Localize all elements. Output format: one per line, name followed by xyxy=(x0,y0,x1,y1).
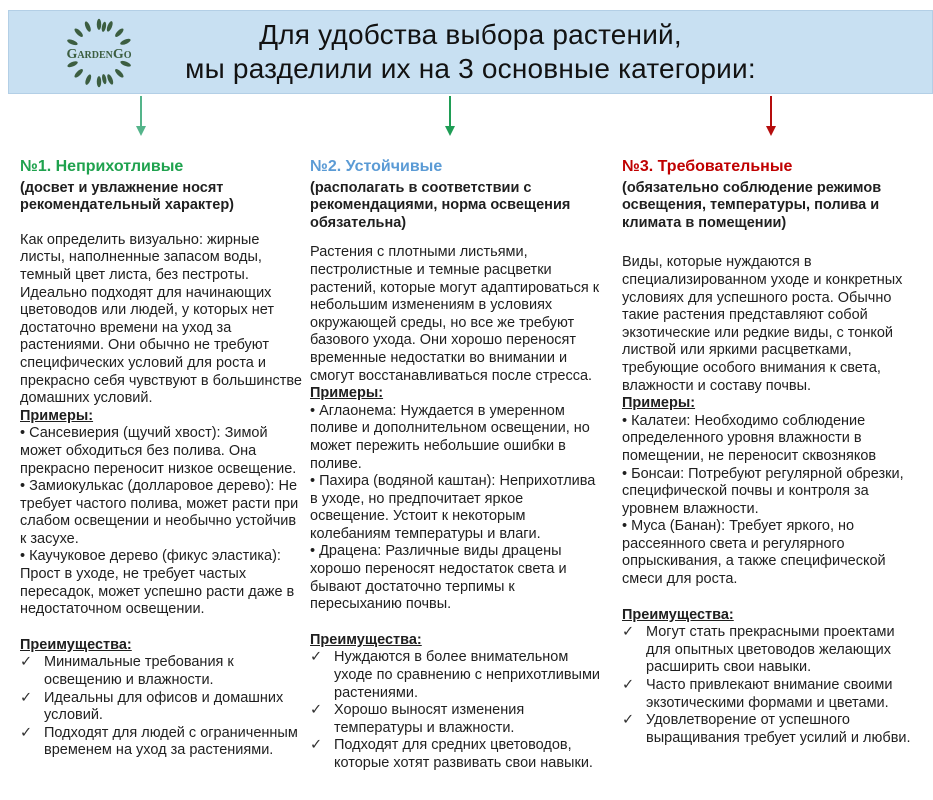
advantages-list xyxy=(622,624,911,747)
advantages-label: Преимущества: xyxy=(622,606,734,623)
advantage-item xyxy=(310,737,602,772)
example-item xyxy=(20,478,305,548)
check-icon: ✓ xyxy=(622,677,635,694)
examples-label: Примеры: xyxy=(310,385,384,402)
advantage-text: Хорошо выносят изменения температуры и влажности. xyxy=(334,702,525,736)
advantage-item xyxy=(20,725,305,760)
category-description: Виды, которые нуждаются в специализированном уходе и конкретных условиях для успешного роста. Обычно такие растения представляют собой экзотические или редкие виды, с тонкой листвой или яркими расцветками, требующие особого внимания к света, влажности и составу почвы. xyxy=(622,254,903,394)
advantage-item xyxy=(20,654,305,689)
page-title xyxy=(185,18,756,86)
category-title: №2. Устойчивые xyxy=(310,158,443,175)
advantage-item xyxy=(310,649,602,702)
example-text: Пахира (водяной каштан): Неприхотлива в уходе, но предпочитает яркое освещение. Устоит к некоторым колебаниям температуры и влаги. xyxy=(310,473,596,542)
example-item xyxy=(622,413,911,466)
category-title: №1. Неприхотливые xyxy=(20,158,184,175)
examples-label: Примеры: xyxy=(20,407,94,424)
bullet-icon: • xyxy=(622,412,628,429)
example-item xyxy=(310,473,602,543)
check-icon: ✓ xyxy=(310,702,323,719)
example-item xyxy=(20,548,305,618)
check-icon: ✓ xyxy=(622,624,635,641)
check-icon: ✓ xyxy=(310,737,323,754)
bullet-icon: • xyxy=(20,425,26,442)
example-item xyxy=(20,425,305,478)
category-column-1 xyxy=(20,158,305,760)
check-icon: ✓ xyxy=(20,689,33,706)
example-text: Бонсаи: Потребуют регулярной обрезки, специфической почвы и контроля за уровнем влажности. xyxy=(622,465,904,517)
page-title-line1: Для удобства выбора растений, xyxy=(259,19,682,50)
header-banner xyxy=(8,10,933,94)
examples-list xyxy=(310,403,602,614)
advantage-text: Часто привлекают внимание своими экзотическими формами и цветами. xyxy=(646,677,893,711)
advantage-text: Нуждаются в более внимательном уходе по сравнению с неприхотливыми растениями. xyxy=(334,649,601,701)
bullet-icon: • xyxy=(310,473,316,490)
brand-text: GardenGo xyxy=(66,46,132,62)
check-icon: ✓ xyxy=(20,654,33,671)
category-column-3 xyxy=(622,158,911,747)
example-text: Аглаонема: Нуждается в умеренном поливе и дополнительном освещении, но может пережить небольшие ошибки в поливе. xyxy=(310,402,590,472)
category-subtitle: (обязательно соблюдение режимов освещения, температуры, полива и климата в помещении) xyxy=(622,179,882,231)
advantages-list xyxy=(310,649,602,772)
advantage-item xyxy=(20,690,305,725)
advantage-text: Удовлетворение от успешного выращивания требует усилий и любви. xyxy=(646,712,911,746)
advantage-text: Могут стать прекрасными проектами для опытных цветоводов желающих расширить свои навыки. xyxy=(646,624,895,676)
check-icon: ✓ xyxy=(20,724,33,741)
advantage-item xyxy=(622,712,911,747)
advantage-text: Минимальные требования к освещению и влажности. xyxy=(44,654,234,689)
advantages-label: Преимущества: xyxy=(310,631,422,648)
bullet-icon: • xyxy=(20,478,26,495)
example-item xyxy=(310,543,602,613)
advantage-item xyxy=(622,677,911,712)
examples-list xyxy=(20,425,305,619)
category-title: №3. Требовательные xyxy=(622,158,793,175)
check-icon: ✓ xyxy=(622,712,635,729)
example-text: Каучуковое дерево (фикус эластика): Прост в уходе, не требует частых пересадок, может успешно расти даже в недостаточном освещении. xyxy=(20,548,295,618)
example-text: Калатеи: Необходимо соблюдение определенного уровня влажности в помещении, не переносит сквозняков xyxy=(622,412,877,464)
bullet-icon: • xyxy=(310,402,316,419)
category-description: Как определить визуально: жирные листы, наполненные запасом воды, темный цвет листа, без пестроты. Идеально подходят для начинающих цветоводов или людей, у которых нет достаточно времени на уход за растениями. Они обычно не требуют специфических условий для роста и прекрасно себя чувствуют в большинстве домашних условий. xyxy=(20,231,302,407)
example-text: Муса (Банан): Требует яркого, но рассеянного света и регулярного опрыскивания, а также специфической смеси для роста. xyxy=(622,518,886,588)
bullet-icon: • xyxy=(20,548,26,565)
advantage-item xyxy=(622,624,911,677)
category-subtitle: (досвет и увлажнение носят рекомендательный характер) xyxy=(20,179,235,214)
advantages-label: Преимущества: xyxy=(20,636,132,653)
example-item xyxy=(310,403,602,473)
advantages-list xyxy=(20,654,305,760)
bullet-icon: • xyxy=(310,543,316,560)
check-icon: ✓ xyxy=(310,649,323,666)
advantage-item xyxy=(310,702,602,737)
down-arrow-icon xyxy=(140,96,142,126)
examples-list xyxy=(622,413,911,589)
down-arrow-icon xyxy=(449,96,451,126)
page-title-line2: мы разделили их на 3 основные категории: xyxy=(185,53,756,84)
example-item xyxy=(622,466,911,519)
advantage-text: Подходят для людей с ограниченным временем на уход за растениями. xyxy=(44,724,298,759)
category-description: Растения с плотными листьями, пестролистные и темные расцветки растений, которые могут адаптироваться к небольшим изменениям в условиях окружающей среды, но все же требуют базового ухода. Они хорошо переносят временные недостатки во внимании и смогут восстанавливаться после стресса. xyxy=(310,244,600,384)
example-text: Драцена: Различные виды драцены хорошо переносят недостаток света и бывают достаточно терпимы к пересыханию почвы. xyxy=(310,543,567,613)
advantage-text: Подходят для средних цветоводов, которые хотят развивать свои навыки. xyxy=(334,737,593,771)
examples-label: Примеры: xyxy=(622,395,696,412)
gardengo-logo xyxy=(39,12,159,94)
down-arrow-icon xyxy=(770,96,772,126)
example-text: Замиокулькас (долларовое дерево): Не требует частого полива, может расти при слабом освещении и необычно устойчив к засухе. xyxy=(20,478,299,547)
category-subtitle: (располагать в соответствии с рекомендациями, норма освещения обязательна) xyxy=(310,179,571,231)
bullet-icon: • xyxy=(622,518,628,535)
category-column-2 xyxy=(310,158,602,773)
advantage-text: Идеальны для офисов и домашних условий. xyxy=(44,689,284,724)
example-item xyxy=(622,518,911,588)
bullet-icon: • xyxy=(622,465,628,482)
example-text: Сансевиерия (щучий хвост): Зимой может обходиться без полива. Она прекрасно переносит низкое освещение. xyxy=(20,425,297,477)
